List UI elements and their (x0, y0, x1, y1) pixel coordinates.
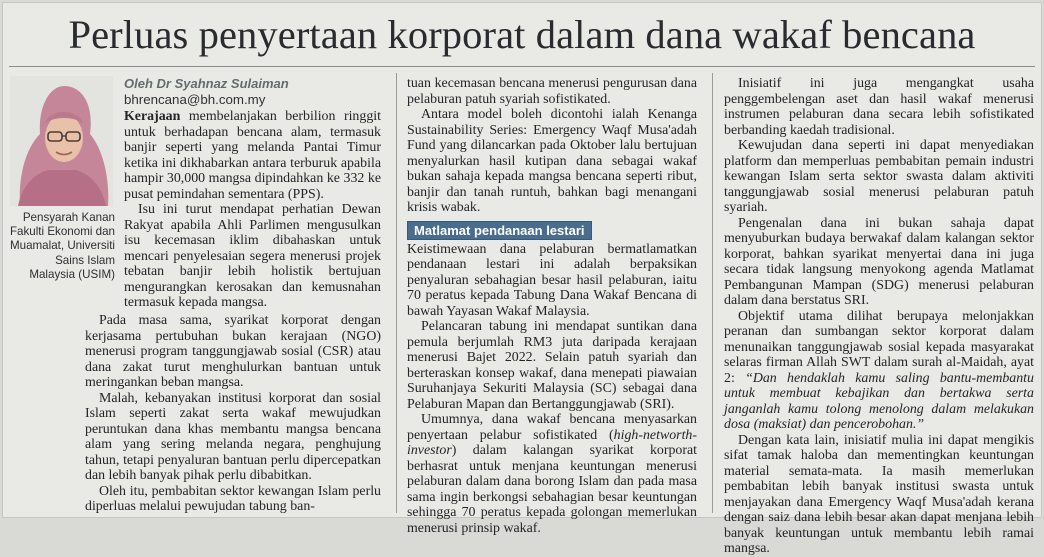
paragraph-text: ) dalam kalangan syarikat korporat berhasrat untuk menjana keuntungan menerusi pelaburan dalam dana borong Islam dan pada masa sama ingin berkongsi sebahagian besar keuntungan sehingga 70 peratus kepada golongan memerlukan menerusi prinsip wakaf. (407, 443, 697, 536)
italic-term: high-networth-investor (407, 427, 697, 458)
column-divider (712, 73, 713, 513)
paragraph-text: Objektif utama dilihat berupaya melonjakkan peranan dan sumbangan sektor korporat dalam menunaikan tanggungjawab sosial kepada masyarakat selaras firman Allah SWT dalam surah al-Maidah, ayat 2: (724, 308, 1034, 386)
paragraph: Pada masa sama, syarikat korporat dengan kerjasama pertubuhan bukan kerajaan (NGO) menerusi program tanggungjawab sosial (CSR) atau dana zakat turut menghulurkan bantuan untuk meringankan beban mangsa. (85, 313, 381, 390)
paragraph (724, 309, 1034, 433)
author-email[interactable]: bhrencana@bh.com.my (124, 91, 266, 107)
paragraph: Antara model boleh dicontohi ialah Kenanga Sustainability Series: Emergency Waqf Musa'adah Fund yang dilancarkan pada Oktober lalu bertujuan menyalurkan hasil kutipan dana sebagai wakaf bukan sahaja kepada mangsa bencana seperti ribut, banjir dan tanah runtuh, bahkan bagi menangani krisis wabak. (407, 107, 697, 215)
paragraph: Pengenalan dana ini bukan sahaja dapat menyuburkan budaya berwakaf dalam kalangan sektor korporat, bahkan syarikat menyertai dana ini juga secara tidak langsung menyokong agenda Matlamat Pembangunan Mampan (SDG) menerusi pelaburan dalam dana berstatus SRI. (724, 215, 1034, 308)
newspaper-page (2, 2, 1042, 556)
paragraph: Inisiatif ini juga mengangkat usaha penggembelengan aset dan hasil wakaf menerusi instrumen pelaburan dana secara lebih sofistikated berbanding kaedah tradisional. (724, 76, 1034, 138)
headline-rule (9, 66, 1035, 67)
author-caption: Pensyarah Kanan Fakulti Ekonomi dan Muamalat, Universiti Sains Islam Malaysia (USIM) (9, 211, 115, 281)
paragraph: Keistimewaan dana pelaburan bermatlamatkan pendanaan lestari ini adalah berpaksikan penyaluran sebahagian besar hasil pelaburan, iaitu 70 peratus kepada Tabung Dana Wakaf Bencana di bawah Yayasan Wakaf Malaysia. (407, 241, 697, 319)
paragraph: tuan kecemasan bencana menerusi pengurusan dana pelaburan patuh syariah sofistikated. (407, 76, 697, 107)
paragraph: Pelancaran tabung ini mendapat suntikan dana pemula berjumlah RM3 juta daripada kerajaan menerusi Bajet 2022. Selain patuh syariah dan berteraskan konsep wakaf, dana menepati piawaian Suruhanjaya Sekuriti Malaysia (SC) sebagai dana Pelaburan Mapan dan Bertanggungjawab (SRI). (407, 319, 697, 412)
column-divider (396, 73, 397, 513)
column-1-lower (85, 313, 381, 515)
paragraph: Malah, kebanyakan institusi korporat dan sosial Islam seperti zakat serta wakaf mewujudkan peruntukan dana khas membantu mangsa bencana alam yang sering melanda negara, penghujung tahun, tetapi penyaluran bantuan perlu dipercepatkan dan lebih banyak pihak perlu dibabitkan. (85, 390, 381, 483)
column-1 (124, 76, 381, 311)
column-3 (724, 76, 1034, 557)
subhead: Matlamat pendanaan lestari (407, 221, 592, 240)
paragraph-text: Umumnya, dana wakaf bencana menyasarkan penyertaan pelabur sofistikated ( (407, 412, 697, 443)
subhead-wrap (407, 221, 697, 242)
headline: Perluas penyertaan korporat dalam dana wakaf bencana (68, 12, 976, 57)
quran-quote: “Dan hendaklah kamu saling bantu-membantu untuk membuat kebajikan dan bertakwa serta janganlah kamu tolong menolong dalam melakukan dosa (maksiat) dan pencerobohan.” (724, 370, 1034, 432)
paragraph: Dengan kata lain, inisiatif mulia ini dapat mengikis sifat tamak haloba dan mementingkan keuntungan material semata-mata. Ia masih memerlukan pembabitan lebih banyak institusi swasta untuk menjayakan dana Emergency Waqf Musa'adah kerana dengan saiz dana lebih besar akan dapat menjana lebih banyak keuntungan untuk membantu lebih ramai mangsa. (724, 432, 1034, 556)
column-2 (407, 76, 697, 536)
paragraph-text: membelanjakan berbilion ringgit untuk berhadapan bencana alam, termasuk banjir seperti yang melanda Pantai Timur ketika ini dikhabarkan antara terburuk apabila hampir 30,000 mangsa dipindahkan ke 332 ke pusat pemindahan sementara (PPS). (124, 109, 381, 202)
paragraph (124, 109, 381, 202)
paragraph: Isu ini turut mendapat perhatian Dewan Rakyat apabila Ahli Parlimen mengusulkan isu kecemasan iklim dibahaskan untuk mencari penyelesaian segera menerusi projek tebatan banjir lebih holistik bertujuan mengurangkan kerosakan dan kemusnahan termasuk kepada mangsa. (124, 202, 381, 310)
paragraph: Kewujudan dana seperti ini dapat menyediakan platform dan memperluas pembabitan pemain industri kewangan Islam serta sektor swasta dalam aktiviti tanggungjawab sosial menerusi pelaburan patuh syariah. (724, 138, 1034, 215)
lead-word: Kerajaan (124, 109, 181, 124)
paragraph: Oleh itu, pembabitan sektor kewangan Islam perlu diperluas melalui pewujudan tabung ban- (85, 483, 381, 514)
portrait-illustration (10, 76, 113, 206)
paragraph (407, 412, 697, 536)
byline: Oleh Dr Syahnaz Sulaiman (124, 76, 289, 91)
author-photo (10, 76, 113, 206)
